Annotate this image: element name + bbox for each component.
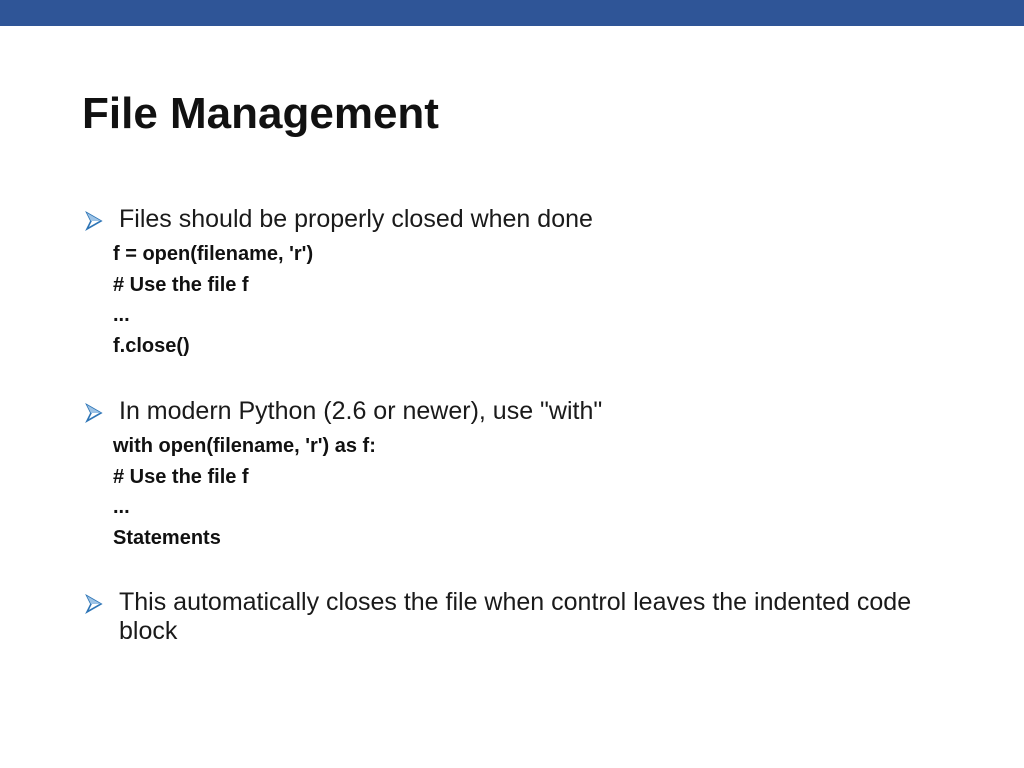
code-line: # Use the file f: [113, 465, 249, 488]
code-line: Statements: [113, 526, 221, 549]
code-line: f = open(filename, 'r'): [113, 243, 314, 265]
code-line: ...: [113, 496, 130, 518]
top-accent-bar: [0, 0, 1024, 26]
bullet-text: This automatically closes the file when control leaves the indented code block: [119, 588, 912, 645]
code-block: [113, 431, 376, 553]
bullet-text: In modern Python (2.6 or newer), use "with": [119, 397, 603, 425]
slide-title: File Management: [82, 89, 439, 138]
code-line: # Use the file f: [113, 273, 249, 296]
arrow-bullet-icon: [84, 594, 104, 614]
code-line: ...: [113, 304, 130, 326]
code-block: [113, 239, 313, 361]
bullet-text: Files should be properly closed when done: [119, 205, 593, 233]
code-line: f.close(): [113, 334, 190, 357]
arrow-bullet-icon: [84, 211, 104, 231]
arrow-bullet-icon: [84, 403, 104, 423]
code-line: with open(filename, 'r') as f:: [113, 435, 376, 457]
